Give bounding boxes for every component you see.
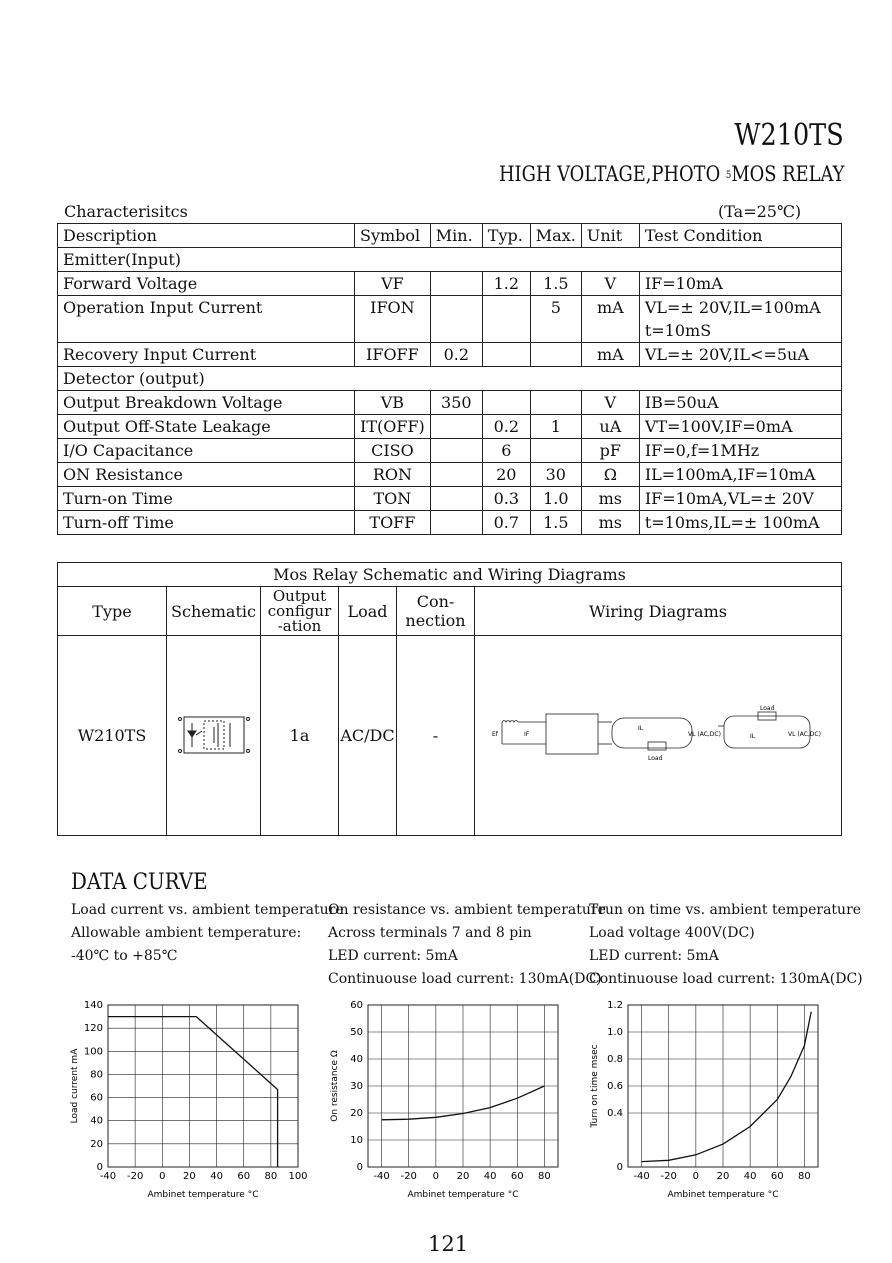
table-cell: VL=± 20V,IL<=5uA	[639, 343, 841, 367]
wiring-label: IL	[638, 724, 644, 732]
table-cell: VB	[355, 391, 431, 415]
y-tick-label: 60	[90, 1092, 103, 1104]
caption-line: LED current: 5mA	[328, 948, 458, 964]
y-tick-label: 100	[83, 1046, 103, 1058]
table-cell: 1	[530, 415, 581, 439]
product-title: W210TS	[734, 118, 844, 153]
connection-cell: -	[397, 636, 475, 836]
wiring-label: Load	[648, 754, 663, 762]
table-cell	[530, 343, 581, 367]
section-row	[58, 248, 842, 272]
column-header: Unit	[581, 224, 639, 248]
page-number: 121	[428, 1232, 469, 1256]
load-cell: AC/DC	[339, 636, 397, 836]
x-tick-label: 40	[743, 1171, 757, 1182]
table-cell	[430, 415, 482, 439]
x-tick-label: 80	[264, 1171, 278, 1182]
caption-line: Across terminals 7 and 8 pin	[328, 925, 532, 941]
y-axis-label: Load current mA	[70, 1048, 80, 1124]
table-cell: Turn-off Time	[58, 511, 355, 535]
x-axis-label: Ambinet temperature °C	[667, 1190, 779, 1200]
column-header: Load	[339, 587, 397, 636]
y-tick-label: 0	[96, 1162, 103, 1173]
y-tick-label: 120	[83, 1023, 103, 1035]
y-tick-label: 20	[90, 1138, 103, 1150]
product-subtitle: HIGH VOLTAGE,PHOTO 5MOS RELAY	[498, 162, 844, 186]
table-cell	[482, 296, 530, 343]
wiring-label: Load	[760, 704, 775, 712]
table-cell	[430, 272, 482, 296]
caption-line: -40℃ to +85℃	[71, 948, 178, 964]
data-curve-heading: DATA CURVE	[71, 870, 208, 895]
table-cell: 0.2	[482, 415, 530, 439]
table-cell: V	[581, 391, 639, 415]
table-cell: TON	[355, 487, 431, 511]
x-tick-label: 0	[159, 1171, 166, 1182]
table-cell: RON	[355, 463, 431, 487]
x-tick-label: 40	[210, 1171, 223, 1182]
characteristics-table	[57, 223, 842, 535]
on-resistance-chart	[320, 995, 580, 1210]
table-cell: Ω	[581, 463, 639, 487]
x-axis-label: Ambinet temperature °C	[147, 1190, 259, 1200]
series-line	[642, 1012, 812, 1162]
table-cell: IF=10mA	[639, 272, 841, 296]
table-cell: 1.0	[530, 487, 581, 511]
x-tick-label: -40	[373, 1171, 390, 1182]
y-tick-label: 10	[350, 1135, 363, 1146]
section-label: Emitter(Input)	[58, 248, 842, 272]
column-header	[261, 587, 339, 636]
table-cell: mA	[581, 296, 639, 343]
column-header: Symbol	[355, 224, 431, 248]
table-cell: 0.7	[482, 511, 530, 535]
table-cell: 20	[482, 463, 530, 487]
table-cell: Turn-on Time	[58, 487, 355, 511]
table-cell: IT(OFF)	[355, 415, 431, 439]
y-tick-label: 80	[90, 1069, 103, 1081]
table-cell: mA	[581, 343, 639, 367]
table-cell: IL=100mA,IF=10mA	[639, 463, 841, 487]
table-cell: 0.2	[430, 343, 482, 367]
table-cell: Operation Input Current	[58, 296, 355, 343]
caption-line: On resistance vs. ambient temperature	[328, 902, 606, 918]
table-cell: Output Off-State Leakage	[58, 415, 355, 439]
table-cell: I/O Capacitance	[58, 439, 355, 463]
output-cell: 1a	[261, 636, 339, 836]
column-header: Description	[58, 224, 355, 248]
column-header	[397, 587, 475, 636]
table-row	[58, 391, 842, 415]
x-tick-label: 0	[692, 1171, 700, 1182]
table-cell: IF=10mA,VL=± 20V	[639, 487, 841, 511]
x-tick-label: 60	[237, 1171, 251, 1182]
output-header-line: Output	[272, 586, 327, 605]
condition-line: VL=± 20V,IL=100mA	[644, 298, 821, 317]
caption-line: Continuouse load current: 130mA(DC)	[328, 971, 602, 987]
x-tick-label: -40	[99, 1171, 117, 1182]
chart-caption-3	[589, 899, 863, 991]
table-cell: 6	[482, 439, 530, 463]
chart-caption-1	[71, 899, 344, 968]
schematic-heading: Mos Relay Schematic and Wiring Diagrams	[58, 563, 842, 587]
plot-frame	[108, 1005, 298, 1167]
table-header-row	[58, 224, 842, 248]
wiring-cell	[475, 636, 842, 836]
x-tick-label: 20	[183, 1171, 196, 1182]
caption-line: LED current: 5mA	[589, 948, 719, 964]
table-cell: 30	[530, 463, 581, 487]
column-header: Max.	[530, 224, 581, 248]
column-header: Schematic	[167, 587, 261, 636]
x-tick-label: 40	[483, 1171, 497, 1182]
table-cell	[530, 391, 581, 415]
table-row	[58, 272, 842, 296]
wiring-diagram-icon	[488, 704, 828, 764]
x-tick-label: 20	[456, 1171, 470, 1182]
section-row	[58, 367, 842, 391]
caption-line: Allowable ambient temperature:	[71, 925, 302, 941]
column-header: Wiring Diagrams	[475, 587, 842, 636]
table-row	[58, 439, 842, 463]
table-cell	[430, 487, 482, 511]
schematic-table	[57, 562, 842, 836]
connection-header-line: nection	[405, 611, 466, 630]
table-cell	[430, 296, 482, 343]
x-tick-label: -40	[633, 1171, 650, 1182]
table-cell: t=10ms,IL=± 100mA	[639, 511, 841, 535]
x-tick-label: 80	[798, 1171, 811, 1182]
table-cell	[639, 296, 841, 343]
table-cell	[430, 463, 482, 487]
y-tick-label: 50	[350, 1027, 363, 1038]
x-tick-label: 100	[288, 1171, 308, 1182]
ambient-condition: (Ta=25℃)	[718, 202, 802, 221]
wiring-label: IL	[750, 732, 756, 740]
y-tick-label: 0.4	[607, 1108, 623, 1119]
x-tick-label: -20	[400, 1171, 417, 1182]
wiring-label: VL (AC,DC)	[688, 730, 721, 738]
table-cell: uA	[581, 415, 639, 439]
y-axis-label: On resistance Ω	[330, 1050, 340, 1122]
table-cell: CISO	[355, 439, 431, 463]
x-axis-label: Ambinet temperature °C	[407, 1190, 519, 1200]
table-cell	[482, 391, 530, 415]
table-cell: ms	[581, 487, 639, 511]
y-tick-label: 0	[616, 1162, 623, 1173]
table-row	[58, 343, 842, 367]
table-cell	[430, 511, 482, 535]
y-tick-label: 0	[356, 1162, 363, 1173]
caption-line: Trun on time vs. ambient temperature	[589, 902, 862, 918]
table-row	[58, 296, 842, 343]
condition-line: t=10mS	[644, 321, 712, 340]
relay-schematic-icon	[174, 709, 254, 759]
series-line	[108, 1017, 278, 1167]
wiring-label: VL (AC,DC)	[788, 730, 821, 738]
table-cell: 350	[430, 391, 482, 415]
x-tick-label: 0	[432, 1171, 440, 1182]
y-tick-label: 40	[350, 1054, 363, 1065]
table-row	[58, 415, 842, 439]
table-cell: 1.2	[482, 272, 530, 296]
load-current-chart	[60, 995, 320, 1210]
section-label: Detector (output)	[58, 367, 842, 391]
characteristics-heading: Characterisitcs	[64, 202, 188, 221]
output-header-line: configur	[267, 601, 332, 620]
output-header-line: -ation	[277, 616, 322, 635]
table-cell: 5	[530, 296, 581, 343]
y-tick-label: 1.0	[607, 1027, 623, 1038]
table-cell: pF	[581, 439, 639, 463]
column-header: Type	[58, 587, 167, 636]
table-cell	[482, 343, 530, 367]
y-tick-label: 30	[350, 1081, 363, 1092]
connection-header-line: Con-	[416, 592, 455, 611]
chart-caption-2	[328, 899, 606, 991]
table-cell: Recovery Input Current	[58, 343, 355, 367]
y-tick-label: 60	[350, 1000, 363, 1011]
wiring-label: Ef	[492, 730, 498, 738]
table-row	[58, 511, 842, 535]
x-tick-label: -20	[126, 1171, 144, 1182]
table-cell: ON Resistance	[58, 463, 355, 487]
wiring-label: IF	[524, 730, 530, 738]
x-tick-label: 80	[538, 1171, 551, 1182]
y-axis-label: Turn on time msec	[590, 1044, 600, 1128]
column-header: Min.	[430, 224, 482, 248]
column-header: Typ.	[482, 224, 530, 248]
y-tick-label: 20	[350, 1108, 363, 1119]
turn-on-time-chart	[580, 995, 840, 1210]
table-row	[58, 487, 842, 511]
x-tick-label: -20	[660, 1171, 677, 1182]
table-cell: Output Breakdown Voltage	[58, 391, 355, 415]
y-tick-label: 0.6	[607, 1081, 623, 1092]
y-tick-label: 140	[83, 1000, 103, 1011]
table-cell: IFON	[355, 296, 431, 343]
table-cell: TOFF	[355, 511, 431, 535]
caption-line: Load voltage 400V(DC)	[589, 925, 755, 941]
table-cell	[430, 439, 482, 463]
table-cell	[530, 439, 581, 463]
table-cell: IB=50uA	[639, 391, 841, 415]
table-cell: IF=0,f=1MHz	[639, 439, 841, 463]
table-cell: VF	[355, 272, 431, 296]
type-cell: W210TS	[58, 636, 167, 836]
x-tick-label: 60	[510, 1171, 524, 1182]
table-cell: IFOFF	[355, 343, 431, 367]
table-cell: Forward Voltage	[58, 272, 355, 296]
table-cell: VT=100V,IF=0mA	[639, 415, 841, 439]
y-tick-label: 1.2	[607, 1000, 623, 1011]
x-tick-label: 20	[716, 1171, 730, 1182]
caption-line: Load current vs. ambient temperature	[71, 902, 344, 918]
table-cell: V	[581, 272, 639, 296]
table-cell: 0.3	[482, 487, 530, 511]
x-tick-label: 60	[770, 1171, 784, 1182]
table-row	[58, 463, 842, 487]
table-cell: ms	[581, 511, 639, 535]
column-header: Test Condition	[639, 224, 841, 248]
y-tick-label: 40	[90, 1115, 103, 1127]
table-cell: 1.5	[530, 272, 581, 296]
y-tick-label: 0.8	[607, 1054, 623, 1065]
schematic-cell	[167, 636, 261, 836]
table-cell: 1.5	[530, 511, 581, 535]
caption-line: Continuouse load current: 130mA(DC)	[589, 971, 863, 987]
